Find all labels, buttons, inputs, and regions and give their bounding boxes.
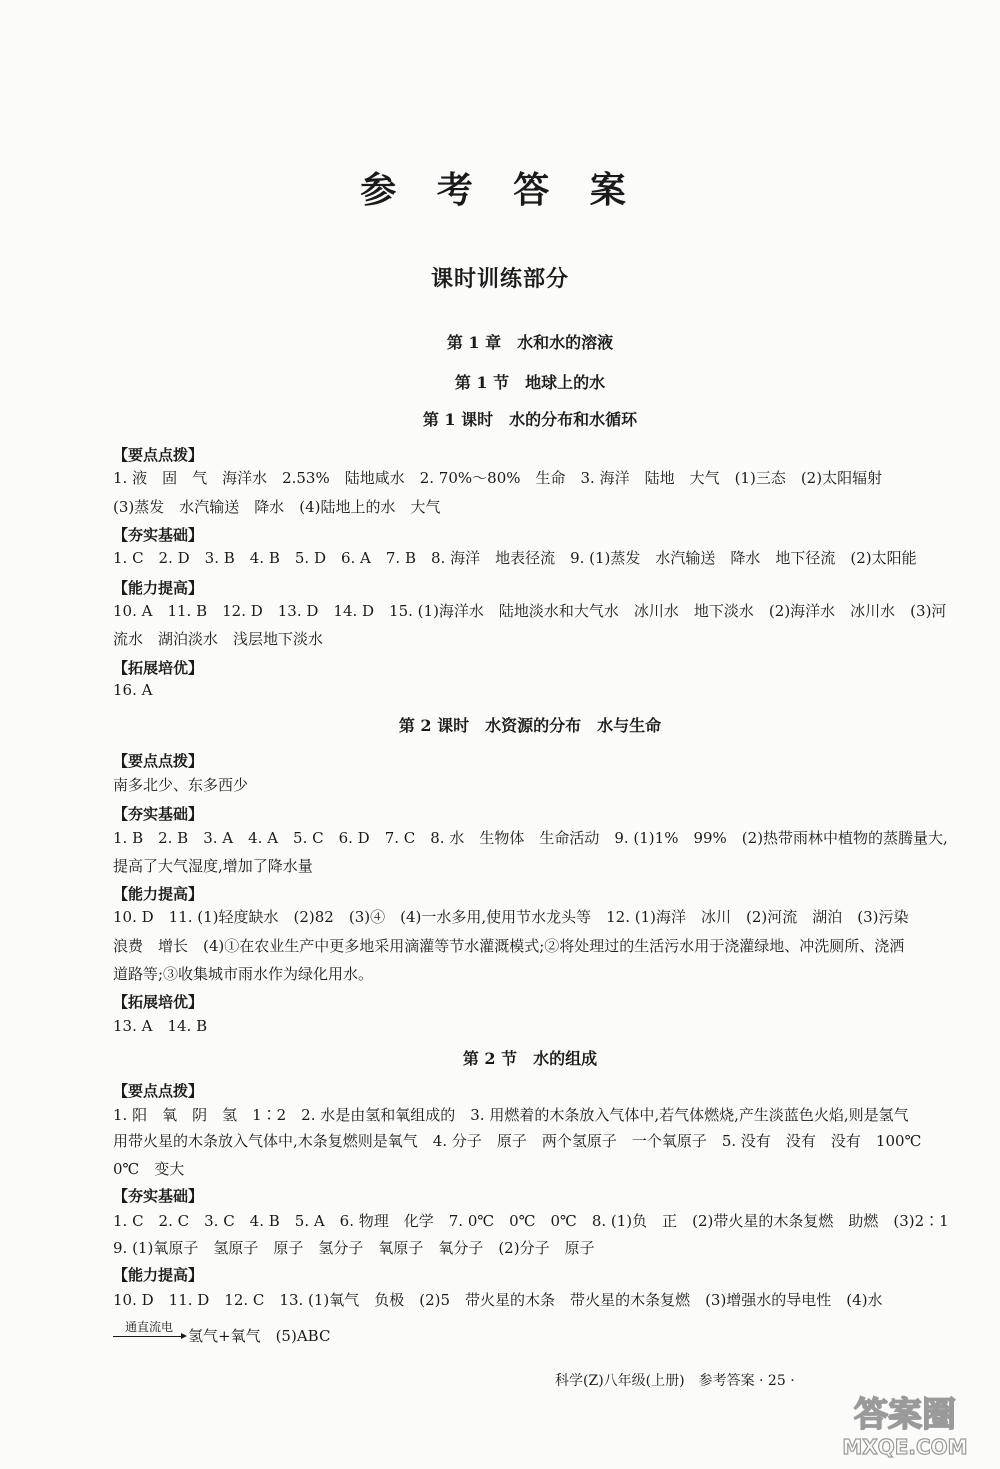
answer-line: 浪费 增长 (4)①在农业生产中更多地采用滴灌等节水灌溉模式;②将处理过的生活污水用于浇灌绿地、冲洗厕所、浇洒 [113, 937, 905, 955]
answer-line: 1. 液 固 气 海洋水 2.53% 陆地咸水 2. 70%～80% 生命 3. 海洋 陆地 大气 (1)三态 (2)太阳辐射 [113, 469, 883, 487]
label-ability: 【能力提高】 [113, 1266, 204, 1284]
page-title: 参 考 答 案 [360, 169, 640, 211]
section-heading-2: 第 2 节 水的组成 [462, 1049, 598, 1068]
watermark-text: 答案圈 [854, 1395, 956, 1435]
label-basics: 【夯实基础】 [113, 1187, 204, 1205]
answer-line: 10. D 11. D 12. C 13. (1)氧气 负极 (2)5 带火星的木条 带火星的木条复燃 (3)增强水的导电性 (4)水 [113, 1291, 883, 1309]
reaction-arrow-label: 通直流电 [124, 1320, 173, 1334]
answer-line: 氢气+氧气 (5)ABC [188, 1327, 331, 1345]
label-key-points: 【要点点拨】 [113, 446, 204, 464]
answer-line: 流水 湖泊淡水 浅层地下淡水 [113, 630, 324, 648]
watermark-logo [820, 1390, 990, 1460]
label-key-points: 【要点点拨】 [113, 752, 204, 770]
answer-line: 1. 阳 氧 阴 氢 1∶2 2. 水是由氢和氧组成的 3. 用燃着的木条放入气体中,若气体燃烧,产生淡蓝色火焰,则是氢气 [113, 1106, 909, 1124]
answer-line: 1. C 2. C 3. C 4. B 5. A 6. 物理 化学 7. 0℃ 0℃ 0℃ 8. (1)负 正 (2)带火星的木条复燃 助燃 (3)2∶1 [113, 1212, 949, 1230]
part-title: 课时训练部分 [430, 266, 569, 292]
label-basics: 【夯实基础】 [113, 805, 204, 823]
answer-line: 9. (1)氧原子 氢原子 原子 氢分子 氧原子 氧分子 (2)分子 原子 [113, 1239, 595, 1257]
watermark-url: MXQE.COM [842, 1435, 968, 1459]
answer-line: 16. A [113, 681, 153, 699]
label-key-points: 【要点点拨】 [113, 1082, 204, 1100]
answer-line: 10. D 11. (1)轻度缺水 (2)82 (3)④ (4)一水多用,使用节水龙头等 12. (1)海洋 冰川 (2)河流 湖泊 (3)污染 [113, 908, 909, 926]
answer-line: 道路等;③收集城市雨水作为绿化用水。 [113, 965, 374, 983]
answer-line: 用带火星的木条放入气体中,木条复燃则是氧气 4. 分子 原子 两个氢原子 一个氧原子 5. 没有 没有 没有 100℃ [113, 1132, 922, 1150]
label-basics: 【夯实基础】 [113, 526, 204, 544]
label-ability: 【能力提高】 [113, 885, 204, 903]
watermark-icon [820, 1390, 990, 1460]
answer-line: 1. B 2. B 3. A 4. A 5. C 6. D 7. C 8. 水 生物体 生命活动 9. (1)1% 99% (2)热带雨林中植物的蒸腾量大, [113, 829, 948, 847]
arrow-icon [113, 1336, 185, 1337]
chapter-heading: 第 1 章 水和水的溶液 [446, 333, 614, 352]
page-footer: 科学(Z)八年级(上册) 参考答案 · 25 · [555, 1373, 795, 1389]
answer-line: 13. A 14. B [113, 1017, 208, 1035]
answer-line: (3)蒸发 水汽输送 降水 (4)陆地上的水 大气 [113, 498, 441, 516]
answer-line: 南多北少、东多西少 [113, 776, 249, 794]
answer-line: 提高了大气湿度,增加了降水量 [113, 857, 313, 875]
label-extension: 【拓展培优】 [113, 659, 204, 677]
lesson-heading-2: 第 2 课时 水资源的分布 水与生命 [398, 716, 662, 735]
answer-line: 10. A 11. B 12. D 13. D 14. D 15. (1)海洋水 陆地淡水和大气水 冰川水 地下淡水 (2)海洋水 冰川水 (3)河 [113, 602, 947, 620]
reaction-arrow [113, 1318, 185, 1337]
answer-line: 1. C 2. D 3. B 4. B 5. D 6. A 7. B 8. 海洋 地表径流 9. (1)蒸发 水汽输送 降水 地下径流 (2)太阳能 [113, 549, 917, 567]
lesson-heading-1: 第 1 课时 水的分布和水循环 [422, 410, 638, 429]
answer-line: 0℃ 变大 [113, 1160, 185, 1178]
label-extension: 【拓展培优】 [113, 993, 204, 1011]
section-heading-1: 第 1 节 地球上的水 [454, 373, 606, 392]
label-ability: 【能力提高】 [113, 579, 204, 597]
